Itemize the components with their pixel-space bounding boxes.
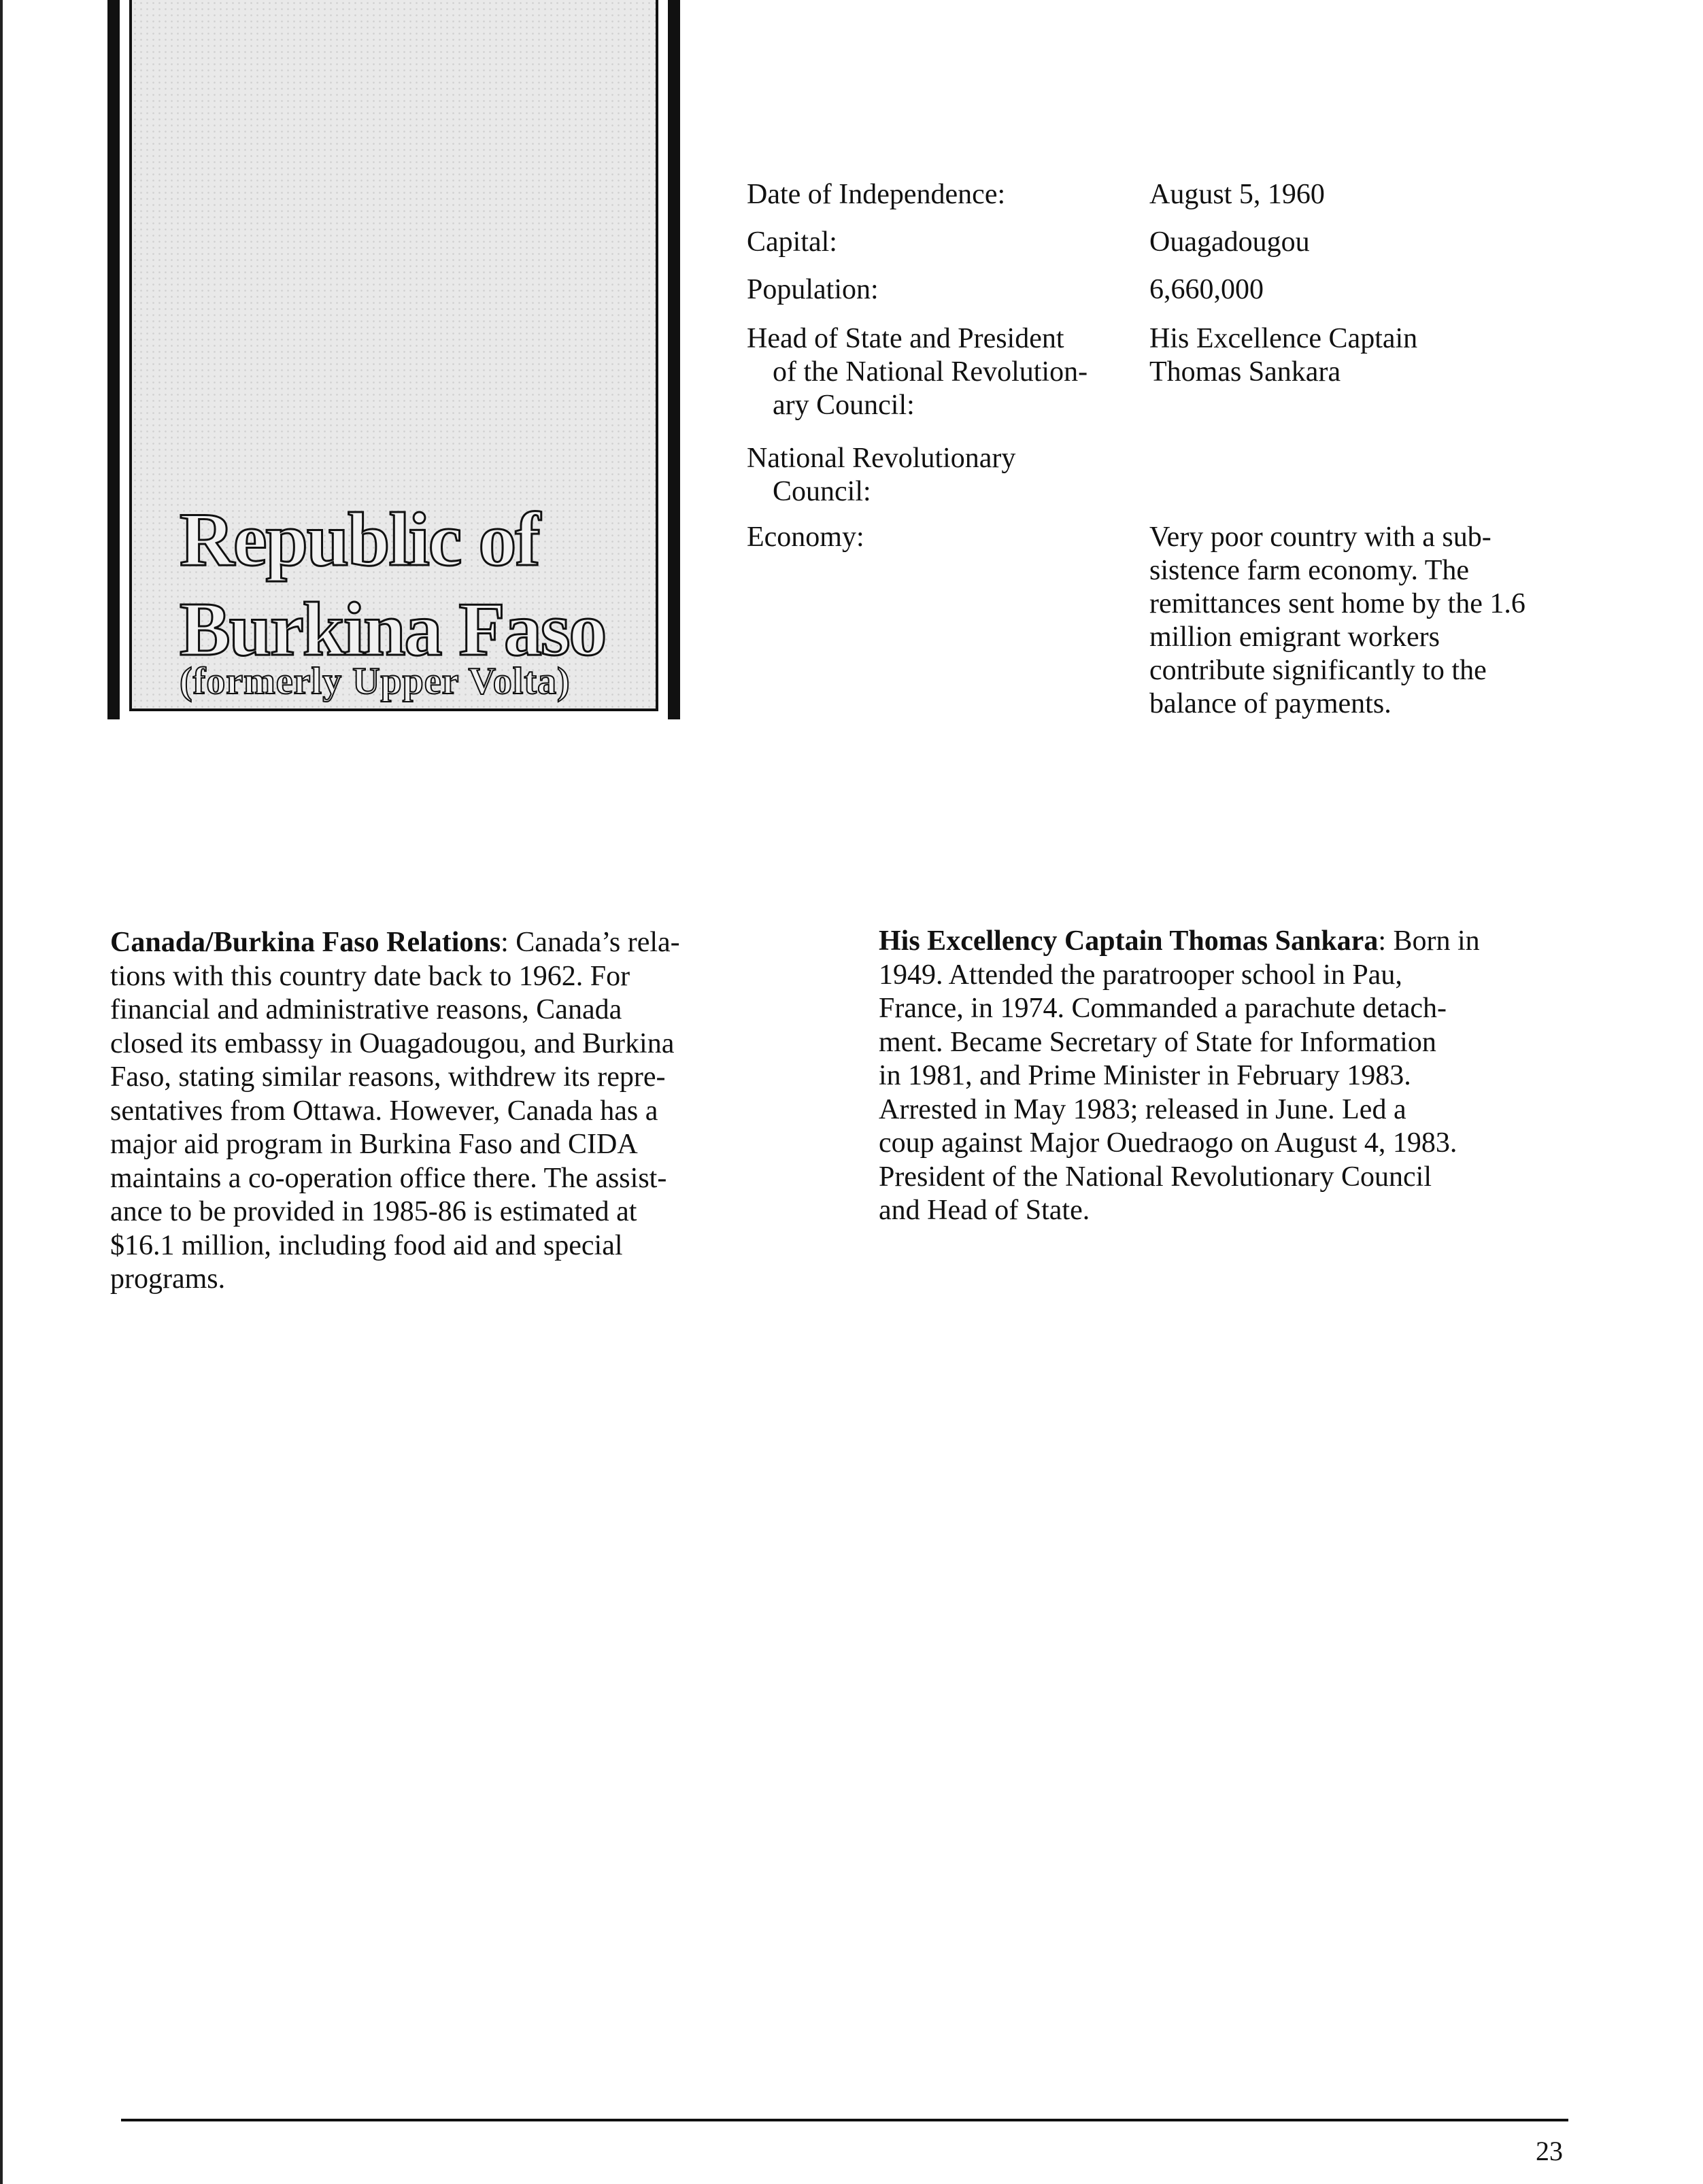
fact-label: Economy: <box>747 522 864 553</box>
paragraph-line: ment. Became Secretary of State for Information <box>879 1026 1436 1058</box>
title-bar-right <box>668 0 680 719</box>
fact-label <box>747 322 1148 422</box>
fact-label-line: Head of State and President <box>747 323 1064 354</box>
title-panel <box>107 0 680 719</box>
paragraph-line: Faso, stating similar reasons, withdrew its repre- <box>110 1061 666 1093</box>
footer-rule <box>121 2119 1568 2121</box>
paragraph-line: financial and administrative reasons, Canada <box>110 994 622 1025</box>
fact-value: 6,660,000 <box>1149 274 1264 305</box>
paragraph-line: : Canada’s rela- <box>501 927 680 958</box>
fact-label <box>747 442 1148 509</box>
fact-label-line: National Revolutionary <box>747 443 1016 474</box>
fact-label: Population: <box>747 274 879 305</box>
title-line-2: Burkina Faso <box>180 587 606 672</box>
biography-heading: His Excellency Captain Thomas Sankara <box>879 925 1379 957</box>
page-edge-line <box>0 0 3 2184</box>
paragraph-line: and Head of State. <box>879 1195 1090 1226</box>
fact-label-line: Council: <box>773 476 871 507</box>
fact-value: His Excellence Captain Thomas Sankara <box>1149 323 1418 388</box>
title-subtitle: (formerly Upper Volta) <box>180 660 571 702</box>
title-bar-left <box>107 0 120 719</box>
fact-label: Capital: <box>747 226 837 258</box>
fact-value: Very poor country with a sub-sistence farm economy. The remittances sent home by the 1.6 million emigrant workers contribute significantly to the balance of payments. <box>1149 522 1525 719</box>
fact-label: Date of Independence: <box>747 179 1006 210</box>
paragraph-line: France, in 1974. Commanded a parachute detach- <box>879 993 1447 1024</box>
paragraph-line: programs. <box>110 1263 226 1295</box>
paragraph-line: coup against Major Ouedraogo on August 4, 1983. <box>879 1127 1457 1159</box>
paragraph-line: major aid program in Burkina Faso and CIDA <box>110 1129 638 1160</box>
title-box <box>129 0 658 711</box>
fact-value: Ouagadougou <box>1149 226 1310 258</box>
biography-paragraph <box>879 925 1559 1228</box>
relations-heading: Canada/Burkina Faso Relations <box>110 927 501 958</box>
title-line-1: Republic of <box>180 498 539 582</box>
paragraph-line: sentatives from Ottawa. However, Canada has a <box>110 1095 658 1127</box>
paragraph-line: Arrested in May 1983; released in June. Led a <box>879 1093 1406 1125</box>
fact-value: August 5, 1960 <box>1149 179 1325 210</box>
paragraph-line: in 1981, and Prime Minister in February 1983. <box>879 1060 1411 1091</box>
relations-paragraph <box>110 926 749 1297</box>
paragraph-line: tions with this country date back to 1962. For <box>110 960 630 992</box>
page-number: 23 <box>1536 2136 1563 2166</box>
fact-label-line: of the National Revolution- <box>773 356 1088 388</box>
fact-label-line: ary Council: <box>773 390 915 421</box>
paragraph-line: $16.1 million, including food aid and special <box>110 1229 623 1261</box>
paragraph-line: closed its embassy in Ouagadougou, and Burkina <box>110 1027 675 1059</box>
paragraph-line: 1949. Attended the paratrooper school in Pau, <box>879 959 1402 991</box>
paragraph-line: maintains a co-operation office there. The assist- <box>110 1162 667 1194</box>
paragraph-line: ance to be provided in 1985-86 is estimated at <box>110 1196 637 1227</box>
paragraph-line: : Born in <box>1378 925 1480 957</box>
paragraph-line: President of the National Revolutionary Council <box>879 1161 1432 1193</box>
